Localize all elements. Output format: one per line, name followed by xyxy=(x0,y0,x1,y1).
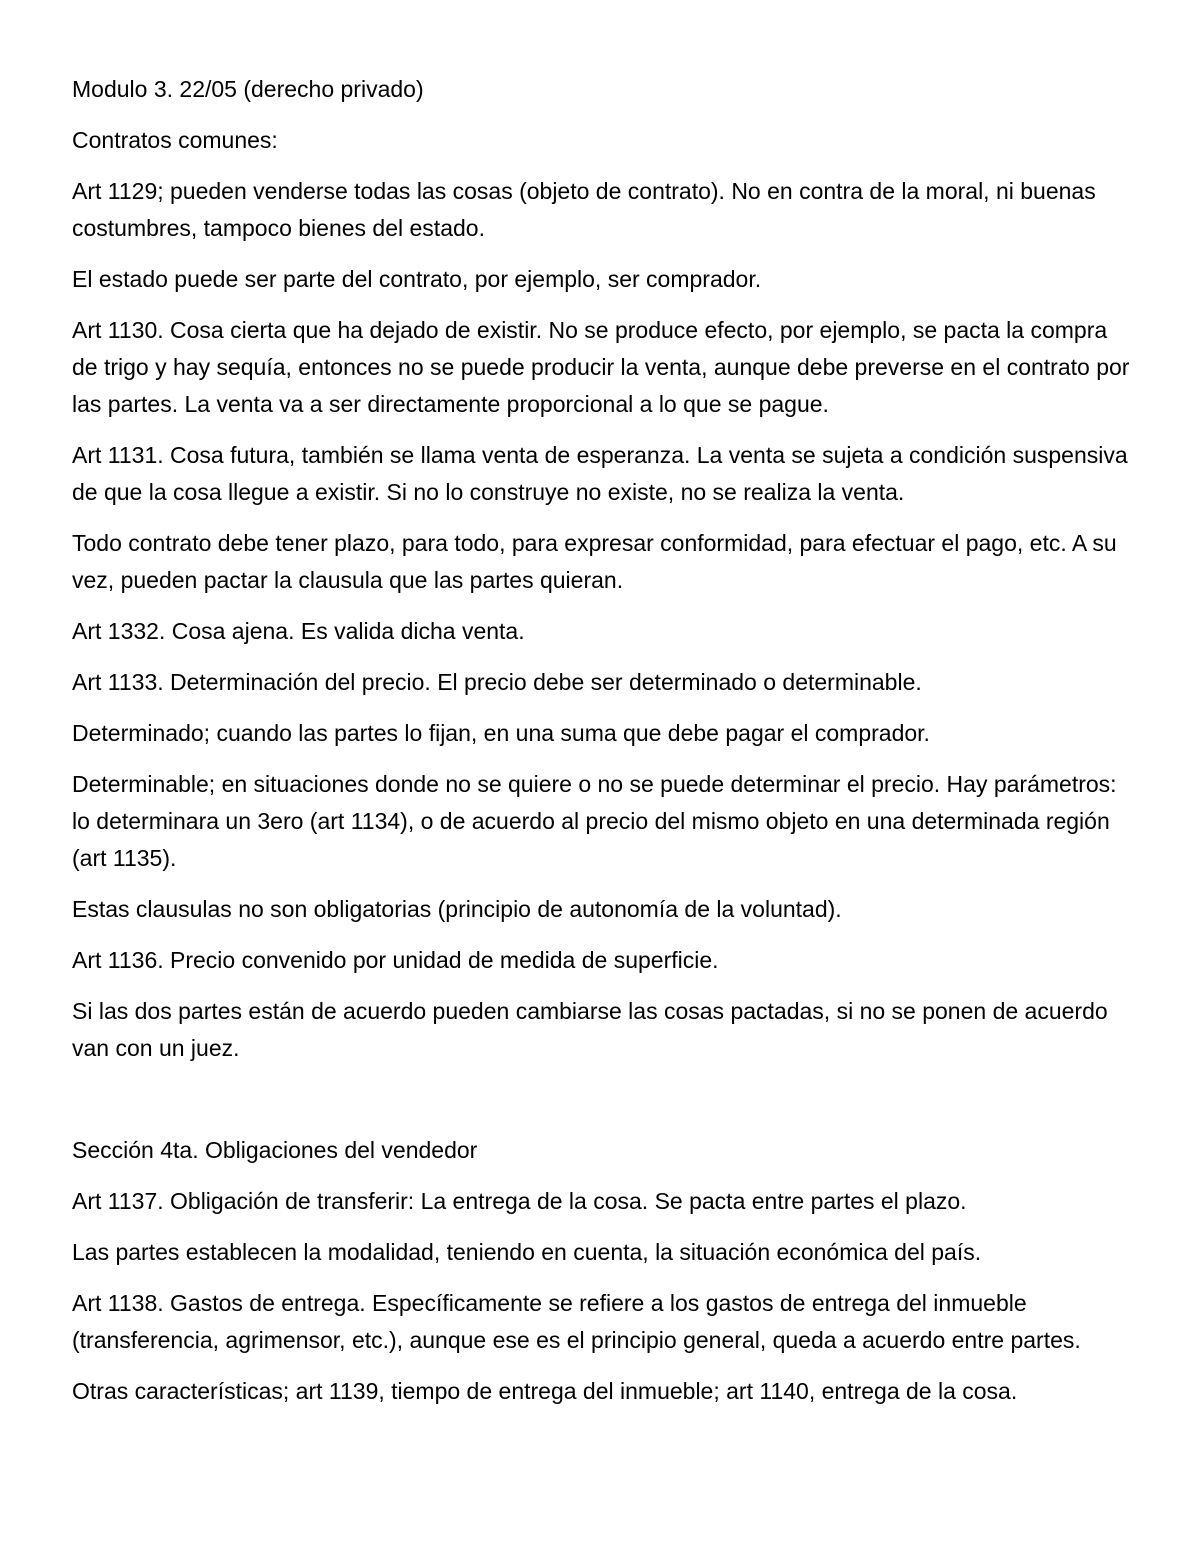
paragraph-art-1136: Art 1136. Precio convenido por unidad de medida de superficie. xyxy=(72,947,719,973)
paragraph-art-1138: Art 1138. Gastos de entrega. Específicamente se refiere a los gastos de entrega del inmueble (transferencia, agrimensor, etc.), aunque ese es el principio general, queda a acuerdo entre partes. xyxy=(72,1290,1081,1353)
paragraph-acuerdo-partes: Si las dos partes están de acuerdo pueden cambiarse las cosas pactadas, si no se ponen de acuerdo van con un juez. xyxy=(72,998,1108,1061)
paragraph-clausulas: Estas clausulas no son obligatorias (principio de autonomía de la voluntad). xyxy=(72,896,842,922)
paragraph-art-1130: Art 1130. Cosa cierta que ha dejado de existir. No se produce efecto, por ejemplo, se pacta la compra de trigo y hay sequía, entonces no se puede producir la venta, aunque debe preverse en el contrato por las partes. La venta va a ser directamente proporcional a lo que se pague. xyxy=(72,317,1130,417)
paragraph-contratos-comunes: Contratos comunes: xyxy=(72,127,278,153)
paragraph-art-1129: Art 1129; pueden venderse todas las cosas (objeto de contrato). No en contra de la moral, ni buenas costumbres, tampoco bienes del estado. xyxy=(72,178,1096,241)
paragraph-art-1133: Art 1133. Determinación del precio. El precio debe ser determinado o determinable. xyxy=(72,669,922,695)
document-body xyxy=(72,71,1132,1424)
section-spacer xyxy=(72,1081,1132,1132)
paragraph-art-1137: Art 1137. Obligación de transferir: La entrega de la cosa. Se pacta entre partes el plazo. xyxy=(72,1188,967,1214)
paragraph-plazo: Todo contrato debe tener plazo, para todo, para expresar conformidad, para efectuar el pago, etc. A su vez, pueden pactar la clausula que las partes quieran. xyxy=(72,530,1117,593)
paragraph-otras-caracteristicas: Otras características; art 1139, tiempo de entrega del inmueble; art 1140, entrega de la cosa. xyxy=(72,1378,1018,1404)
document-title: Modulo 3. 22/05 (derecho privado) xyxy=(72,76,424,102)
paragraph-modalidad: Las partes establecen la modalidad, teniendo en cuenta, la situación económica del país. xyxy=(72,1239,982,1265)
paragraph-determinado: Determinado; cuando las partes lo fijan, en una suma que debe pagar el comprador. xyxy=(72,720,930,746)
paragraph-determinable: Determinable; en situaciones donde no se quiere o no se puede determinar el precio. Hay parámetros: lo determinara un 3ero (art 1134), o de acuerdo al precio del mismo objeto en una determinada región (art 1135). xyxy=(72,771,1117,871)
paragraph-estado-parte: El estado puede ser parte del contrato, por ejemplo, ser comprador. xyxy=(72,266,762,292)
paragraph-art-1131: Art 1131. Cosa futura, también se llama venta de esperanza. La venta se sujeta a condición suspensiva de que la cosa llegue a existir. Si no lo construye no existe, no se realiza la venta. xyxy=(72,442,1128,505)
paragraph-art-1332: Art 1332. Cosa ajena. Es valida dicha venta. xyxy=(72,618,525,644)
section-heading: Sección 4ta. Obligaciones del vendedor xyxy=(72,1137,478,1163)
